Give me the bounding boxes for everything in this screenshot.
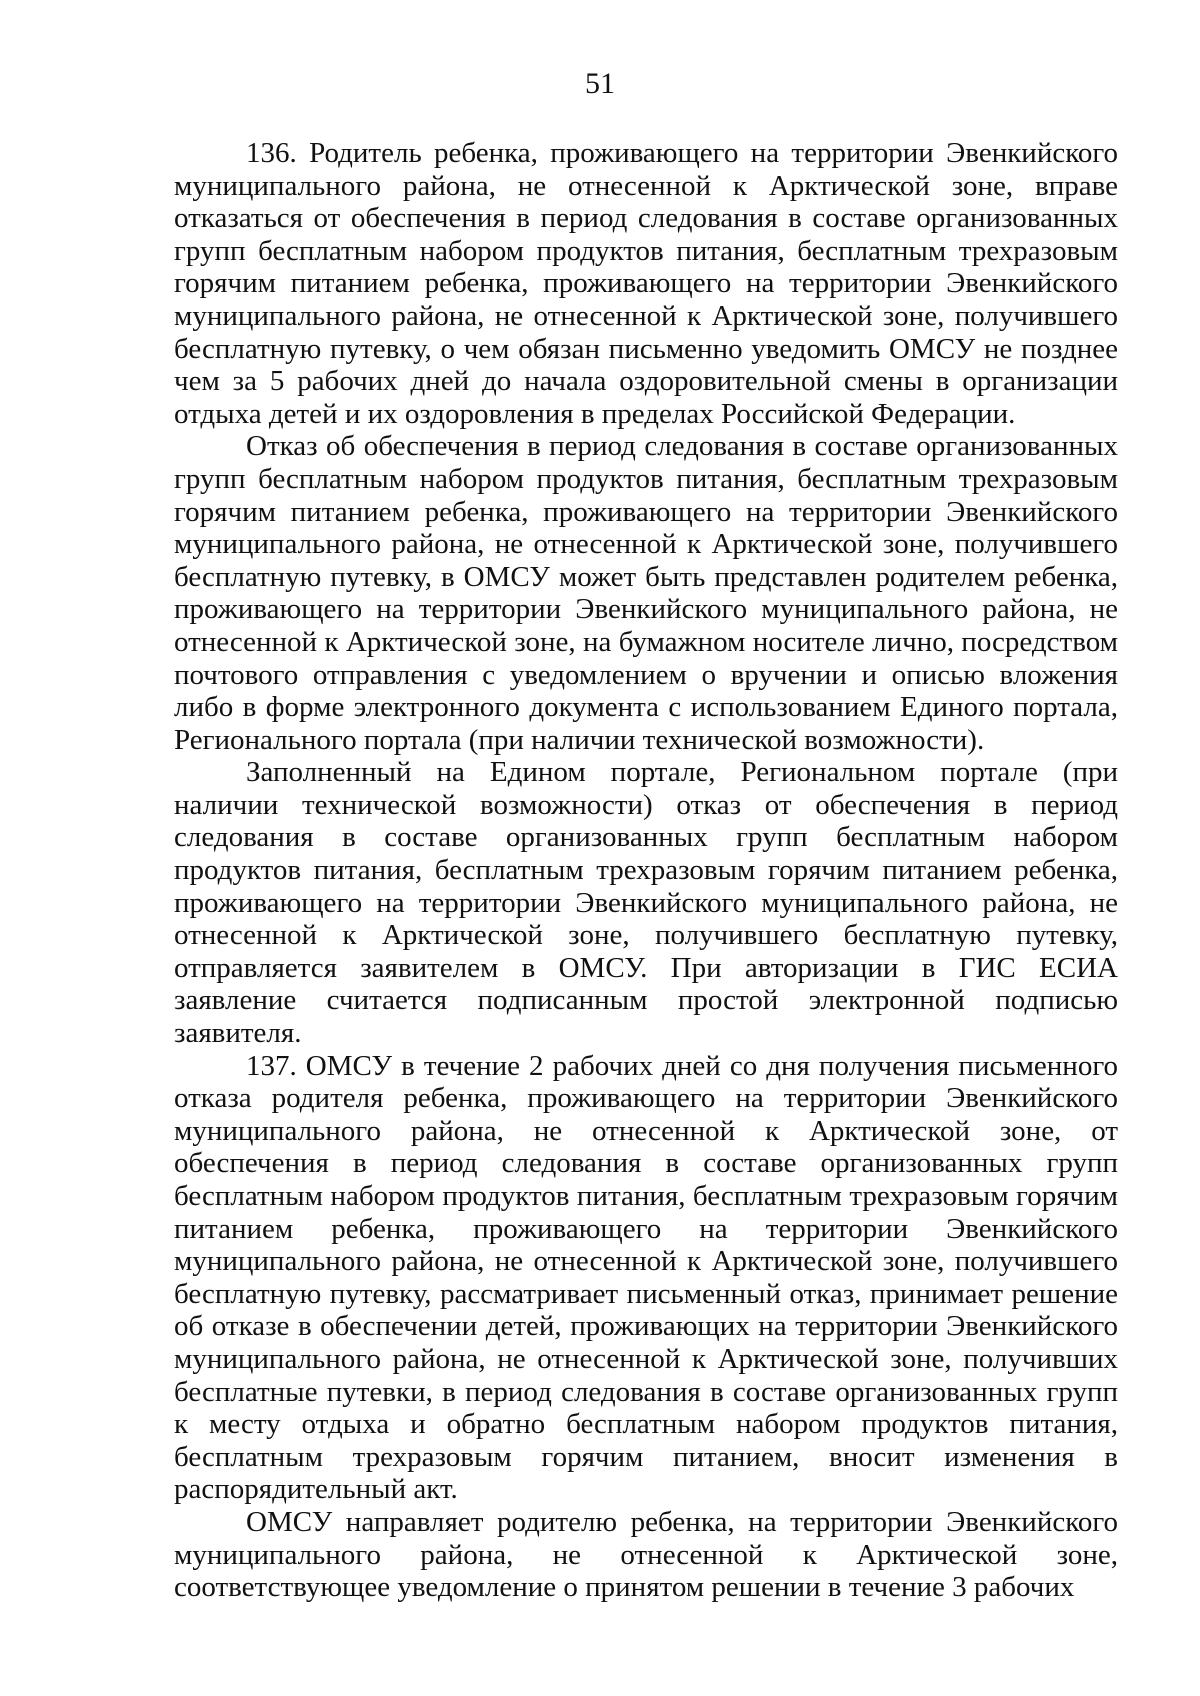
- paragraph-137: 137. ОМСУ в течение 2 рабочих дней со дня получения письменного отказа родителя ребенка, проживающего на территории Эвенкийского муниципального района, не отнесенной к Арктической зоне, от обеспечения в период следования в составе организованных групп бесплатным набором продуктов питания, бесплатным трехразовым горячим питанием ребенка, проживающего на территории Эвенкийского муниципального района, не отнесенной к Арктической зоне, получившего бесплатную путевку, рассматривает письменный отказ, принимает решение об отказе в обеспечении детей, проживающих на территории Эвенкийского муниципального района, не отнесенной к Арктической зоне, получивших бесплатные путевки, в период следования в составе организованных групп к месту отдыха и обратно бесплатным набором продуктов питания, бесплатным трехразовым горячим питанием, вносит изменения в распорядительный акт.: [174, 1049, 1118, 1506]
- paragraph-136: 136. Родитель ребенка, проживающего на территории Эвенкийского муниципального района, не отнесенной к Арктической зоне, вправе отказаться от обеспечения в период следования в составе организованных групп бесплатным набором продуктов питания, бесплатным трехразовым горячим питанием ребенка, проживающего на территории Эвенкийского муниципального района, не отнесенной к Арктической зоне, получившего бесплатную путевку, о чем обязан письменно уведомить ОМСУ не позднее чем за 5 рабочих дней до начала оздоровительной смены в организации отдыха детей и их оздоровления в пределах Российской Федерации.: [174, 137, 1118, 430]
- paragraph-refusal-submission: Отказ об обеспечения в период следования в составе организованных групп бесплатным набором продуктов питания, бесплатным трехразовым горячим питанием ребенка, проживающего на территории Эвенкийского муниципального района, не отнесенной к Арктической зоне, получившего бесплатную путевку, в ОМСУ может быть представлен родителем ребенка, проживающего на территории Эвенкийского муниципального района, не отнесенной к Арктической зоне, на бумажном носителе лично, посредством почтового отправления с уведомлением о вручении и описью вложения либо в форме электронного документа с использованием Единого портала, Регионального портала (при наличии технической возможности).: [174, 430, 1118, 756]
- paragraph-notification: ОМСУ направляет родителю ребенка, на территории Эвенкийского муниципального района, не отнесенной к Арктической зоне, соответствующее уведомление о принятом решении в течение 3 рабочих: [174, 1505, 1118, 1604]
- page-number: 51: [585, 67, 615, 100]
- document-body: [174, 137, 1118, 1604]
- paragraph-portal-refusal: Заполненный на Едином портале, Региональном портале (при наличии технической возможности) отказ от обеспечения в период следования в составе организованных групп бесплатным набором продуктов питания, бесплатным трехразовым горячим питанием ребенка, проживающего на территории Эвенкийского муниципального района, не отнесенной к Арктической зоне, получившего бесплатную путевку, отправляется заявителем в ОМСУ. При авторизации в ГИС ЕСИА заявление считается подписанным простой электронной подписью заявителя.: [174, 756, 1118, 1050]
